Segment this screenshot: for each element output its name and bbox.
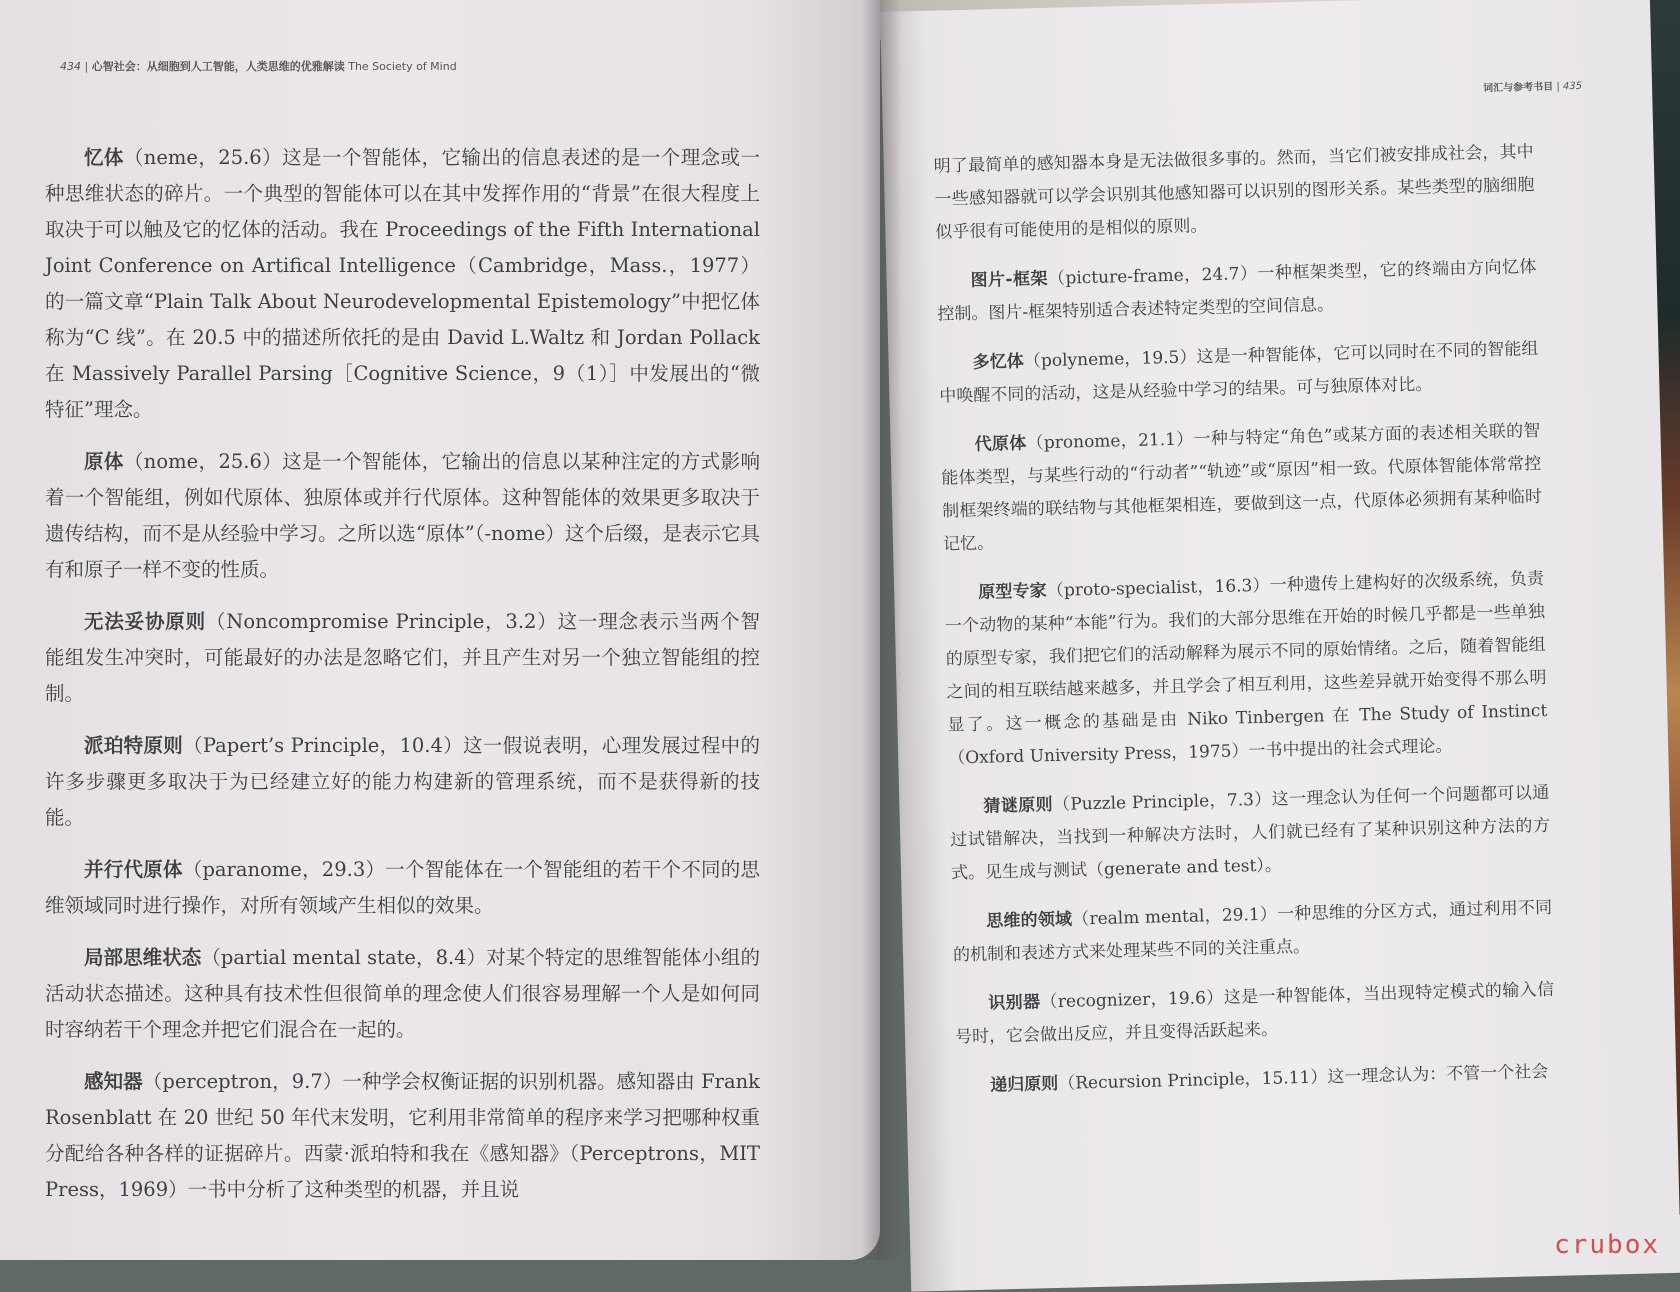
continued-paragraph: 明了最简单的感知器本身是无法做很多事的。然而，当它们被安排成社会，其中一些感知器就可以学会识别其他感知器可以识别的图形关系。某些类型的脑细胞似乎很有可能使用的是相似的原则。 [933,142,1535,243]
right-running-header [1483,77,1582,94]
entry-body: （Papert’s Principle，10.4）这一假说表明，心理发展过程中的许多步骤更多取决于为已经建立好的能力构建新的管理系统，而不是获得新的技能。 [45,734,760,829]
watermark: crubox [1554,1230,1660,1260]
entry-body: （realm mental，29.1）一种思维的分区方式，通过利用不同的机制和表述方式来处理某些不同的关注重点。 [952,897,1553,966]
entry-term: 原型专家 [977,581,1048,603]
glossary-entry [45,444,760,588]
right-page-number: 435 [1562,80,1583,93]
entry-body: （partial mental state，8.4）对某个特定的思维智能体小组的活动状态描述。这种具有技术性但很简单的理念使人们很容易理解一个人是如何同时容纳若干个理念并把它们混合在一起的。 [45,946,760,1041]
entry-term: 局部思维状态 [84,946,202,969]
entry-term: 代原体 [974,433,1027,455]
entry-term: 原体 [84,450,124,473]
book-title-en: The Society of Mind [348,60,457,73]
entry-body: （picture-frame，24.7）一种框架类型，它的终端由方向忆体控制。图片-框架特别适合表述特定类型的空间信息。 [937,257,1537,325]
entry-term: 多忆体 [972,351,1025,373]
right-page [880,0,1680,1292]
book-gutter [862,0,902,1260]
glossary-entry [949,777,1551,891]
entry-term: 图片-框架 [970,268,1049,291]
left-running-header [60,58,457,74]
entry-body: （Noncompromise Principle，3.2）这一理念表示当两个智能组发生冲突时，可能最好的办法是忽略它们，并且产生对另一个独立智能组的控制。 [45,610,760,705]
entry-body: （polyneme，19.5）这是一种智能体，它可以同时在不同的智能组中唤醒不同的活动，这是从经验中学习的结果。可与独原体对比。 [939,339,1539,407]
header-separator: | [1556,81,1560,93]
entry-term: 并行代原体 [84,858,183,881]
glossary-entry [45,604,760,712]
entry-body: （perceptron，9.7）一种学会权衡证据的识别机器。感知器由 Frank Rosenblatt 在 20 世纪 50 年代末发明，它利用非常简单的程序来学习把哪种权重分配给各种各样的证据碎片。西蒙·派珀特和我在《感知器》（Perceptrons，MIT Press，1969）一书中分析了这种类型的机器，并且说 [45,1070,760,1201]
glossary-entry [45,940,760,1048]
section-title: 词汇与参考书目 [1483,81,1554,95]
glossary-entry [45,852,760,924]
entry-body: （paranome，29.3）一个智能体在一个智能组的若干个不同的思维领域同时进行操作，对所有领域产生相似的效果。 [45,858,760,917]
glossary-entry [954,974,1555,1055]
entry-term: 递归原则 [990,1073,1059,1096]
entry-body: （pronome，21.1）一种与特定“角色”或某方面的表述相关联的智能体类型，与某些行动的“行动者”“轨迹”或“原因”相一致。代原体智能体常常控制框架终端的联结物与其他框架相连，要做到这一点，代原体必须拥有某种临时记忆。 [941,420,1543,555]
left-page-number: 434 [60,60,81,73]
book-title-cn: 心智社会：从细胞到人工智能，人类思维的优雅解读 [91,60,345,73]
entry-body: （neme，25.6）这是一个智能体，它输出的信息表述的是一个理念或一种思维状态的碎片。一个典型的智能体可以在其中发挥作用的“背景”在很大程度上取决于可以触及它的忆体的活动。我在 Proceedings of the Fifth International Joint Conference on Artifical Intelligence（Cambridge，Mass.，1977）的一篇文章“Plain Talk About Neurodevelopmental Epistemology”中把忆体称为“C 线”。在 20.5 中的描述所依托的是由 David L.Waltz 和 Jordan Pollack 在 Massively Parallel Parsing［Cognitive Science，9（1）］中发展出的“微特征”理念。 [45,146,760,421]
glossary-entry [45,1064,760,1208]
glossary-entry [956,1056,1557,1104]
entry-term: 感知器 [84,1070,143,1093]
glossary-entry [940,415,1543,562]
entry-term: 识别器 [988,992,1041,1014]
entry-term: 无法妥协原则 [84,610,206,633]
entry-body: （Puzzle Principle，7.3）这一理念认为任何一个问题都可以通过试错解决，当找到一种解决方法时，人们就已经有了某种识别这种方法的方式。见生成与测试（generate and test）。 [950,782,1551,884]
glossary-entry [45,140,760,428]
glossary-entry [45,728,760,836]
entry-term: 派珀特原则 [84,734,184,757]
entry-term: 忆体 [84,146,124,169]
entry-body: （recognizer，19.6）这是一种智能体，当出现特定模式的输入信号时，它会做出反应，并且变得活跃起来。 [954,979,1555,1048]
entry-body: （Recursion Principle，15.11）这一理念认为：不管一个社会 [1057,1061,1549,1094]
glossary-entry [952,892,1553,973]
left-page-body [45,140,760,1224]
header-separator: | [84,60,89,73]
entry-body: （proto-specialist，16.3）一种遗传上建构好的次级系统，负责一个动物的某种“本能”行为。我们的大部分思维在开始的时候几乎都是一些单独的原型专家，我们把它们的活动解释为展示不同的原始情绪。之后，随着智能组之间的相互联结越来越多，并且学会了相互利用，这些差异就开始变得不那么明显了。这一概念的基础是由 Niko Tinbergen 在 The Study of Instinct（Oxford University Press，1975）一书中提出的社会式理论。 [944,568,1548,769]
glossary-entry [936,251,1537,332]
glossary-entry [938,333,1539,414]
entry-term: 思维的领域 [986,909,1073,932]
glossary-entry [944,563,1549,776]
entry-body: （nome，25.6）这是一个智能体，它输出的信息以某种注定的方式影响着一个智能组，例如代原体、独原体或并行代原体。这种智能体的效果更多取决于遗传结构，而不是从经验中学习。之所以选“原体”（-nome）这个后缀，是表示它具有和原子一样不变的性质。 [45,450,760,581]
entry-term: 猜谜原则 [983,795,1054,817]
right-page-body [933,136,1556,1119]
